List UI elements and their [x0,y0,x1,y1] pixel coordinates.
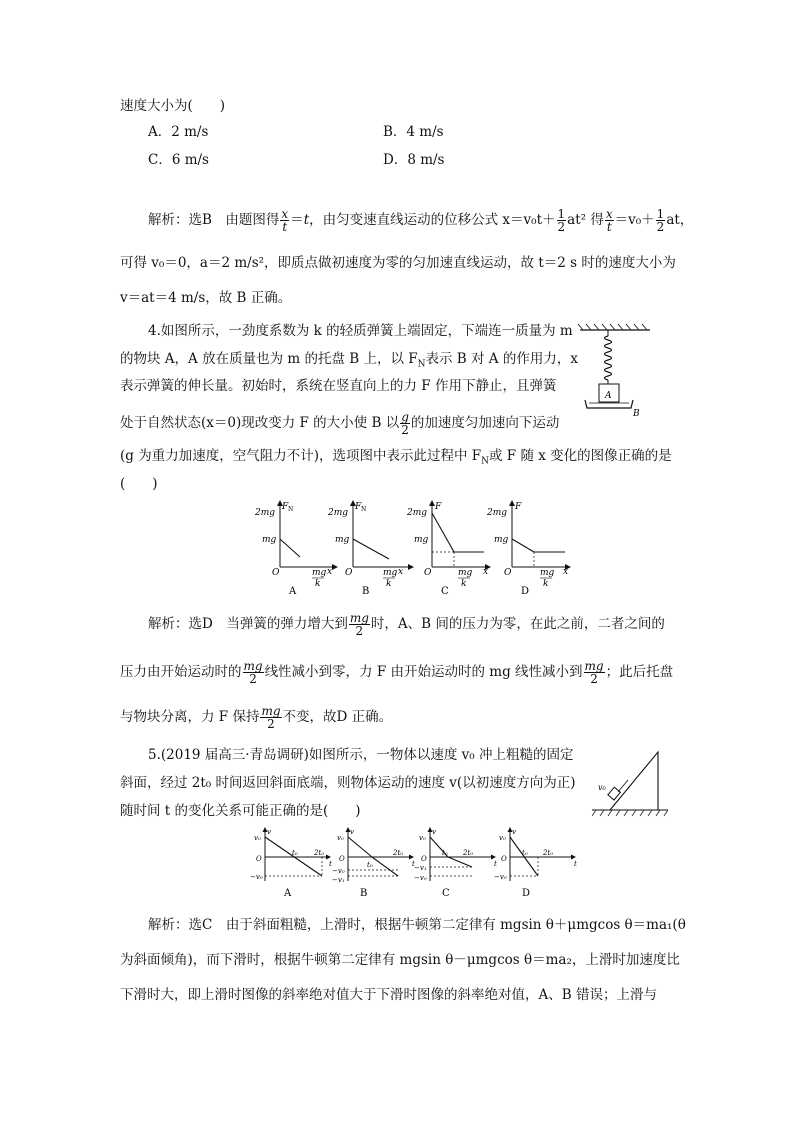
svg-text:−v₀: −v₀ [494,873,507,881]
svg-text:O: O [421,855,427,863]
svg-text:F: F [435,502,442,512]
svg-text:F: F [355,502,362,512]
q4-graph-c [406,501,490,597]
q3-sol-text: 解析：选B 由题图得 [148,212,280,228]
svg-text:−v₁: −v₁ [414,864,427,872]
svg-text:t: t [329,860,332,868]
q3-option-b: B．4 m/s [383,124,444,140]
svg-text:mg: mg [383,568,398,578]
svg-text:mg: mg [494,535,509,545]
svg-text:D: D [521,586,530,597]
svg-text:F: F [282,502,289,512]
svg-text:x: x [327,567,333,577]
svg-text:C: C [442,888,450,899]
x-over-t-fraction: $\frac{x}{t}$ [281,207,289,234]
q5-graph-a [250,828,332,899]
svg-text:v: v [350,828,354,836]
q5-line3: 随时间 t 的变化关系可能正确的是( ) [120,803,361,819]
svg-text:N: N [288,506,294,513]
half-fraction-2: $\frac{1}{2}$ [656,207,665,234]
q4-solution-line1: 解析：选D 当弹簧的弹力增大到 $\frac{mg}{2}$ 时，A、B 间的压力为零，在此之前，二者之间的 [148,611,665,638]
svg-text:O: O [345,568,353,578]
svg-text:mg: mg [312,568,327,578]
q3-solution-line1: 解析：选B 由题图得 $\frac{x}{t}$ ＝t，由匀变速直线运动的位移公式 x＝v₀t＋ $\frac{1}{2}$ at² 得 $\frac{x}{t}$ ＝v₀＋ $\frac{1}{2}$ at， [148,207,694,234]
svg-text:D: D [522,888,531,899]
q5-graph-d [494,828,577,899]
q4-graph-b [327,501,413,597]
x-over-t-fraction-2: $\frac{x}{t}$ [605,207,613,234]
q5-solution-line3: 下滑时大，即上滑时图像的斜率绝对值大于下滑时图像的斜率绝对值，A、B 错误；上滑与 [120,987,657,1003]
svg-text:F: F [515,502,522,512]
svg-text:k: k [543,579,549,589]
svg-text:A: A [284,888,292,899]
q3-solution-line3: v＝at＝4 m/s，故 B 正确。 [120,290,292,306]
q4-line2: 的物块 A，A 放在质量也为 m 的托盘 B 上，以 $F_N$表示 B 对 A 的作用力，x [120,351,578,370]
svg-text:x: x [563,567,569,577]
svg-text:t: t [412,860,415,868]
q4-solution-line3: 与物块分离，力 F 保持 $\frac{mg}{2}$ 不变，故D 正确。 [120,704,393,731]
svg-text:−v₀: −v₀ [332,867,345,875]
svg-text:v: v [512,828,516,836]
svg-text:2t₀: 2t₀ [543,849,554,857]
svg-text:−v₀: −v₀ [414,874,427,882]
svg-text:x: x [398,567,404,577]
spring-tray-figure [575,322,665,417]
svg-text:2t₀: 2t₀ [393,849,404,857]
svg-text:mg: mg [262,535,277,545]
svg-text:O: O [256,855,262,863]
svg-text:v₀: v₀ [337,834,344,842]
svg-text:2mg: 2mg [487,508,508,518]
q5-line1: 5.(2019 届高三·青岛调研)如图所示，一物体以速度 v₀ 冲上粗糙的固定 [148,747,574,763]
q3-option-a: A．2 m/s [148,124,209,140]
svg-text:O: O [504,568,512,578]
svg-text:k: k [461,579,467,589]
q4-line4: 处于自然状态(x＝0)现改变力 F 的大小使 B 以 $\frac{g}{2}$ 的加速度匀加速向下运动 [120,410,560,437]
svg-text:t₀: t₀ [292,849,298,857]
svg-text:−v₁: −v₁ [332,876,345,884]
q4-solution-line2: 压力由开始运动时的 $\frac{mg}{2}$ 线性减小到零，力 F 由开始运动时的 mg 线性减小到 $\frac{mg}{2}$ ；此后托盘 [120,659,674,686]
svg-text:O: O [424,568,432,578]
block-a-label: A [605,391,612,401]
svg-text:k: k [386,579,392,589]
svg-text:B: B [360,888,368,899]
q4-graph-a-line [280,539,300,557]
svg-text:v₀: v₀ [499,834,506,842]
svg-text:2mg: 2mg [407,508,428,518]
q3-solution-line2: 可得 v₀＝0，a＝2 m/s²，即质点做初速度为零的匀加速直线运动，故 t＝2 s 时的速度大小为 [120,255,676,271]
svg-text:t₀: t₀ [367,861,373,869]
g-over-2-fraction: $\frac{g}{2}$ [401,410,409,437]
svg-text:B: B [362,586,370,597]
q5-graph-c [414,828,497,899]
svg-text:v₀: v₀ [419,834,426,842]
q5-line2: 斜面，经过 2t₀ 时间返回斜面底端，则物体运动的速度 v(以初速度方向为正) [120,775,576,791]
svg-text:t: t [574,860,577,868]
svg-text:O: O [339,855,345,863]
q3-sol-text-b: 由匀变速直线运动的位移公式 x＝v₀t＋ [322,212,556,228]
svg-text:v: v [267,828,271,836]
incline-figure [590,742,670,822]
q4-option-graphs [255,497,575,597]
q4-line6: ( ) [120,476,158,492]
svg-text:C: C [441,586,449,597]
q5-option-graphs [250,826,580,901]
svg-text:t: t [494,860,497,868]
svg-text:v₀: v₀ [254,834,261,842]
tray-b-label: B [633,409,640,417]
svg-text:N: N [361,506,367,513]
v0-label: v₀ [598,783,606,792]
svg-text:2t₀: 2t₀ [314,849,325,857]
svg-text:t₀: t₀ [442,849,448,857]
q3-option-c: C．6 m/s [148,152,209,168]
svg-text:A: A [289,586,297,597]
half-fraction: $\frac{1}{2}$ [557,207,566,234]
q4-graph-b-line [353,539,389,559]
svg-text:mg: mg [540,568,555,578]
svg-text:O: O [501,855,507,863]
q4-graph-a [255,501,337,597]
q4-line3: 表示弹簧的伸长量。初始时，系统在竖直向上的力 F 作用下静止，且弹簧 [120,378,557,394]
svg-text:O: O [272,568,280,578]
q5-solution-line2: 为斜面倾角)，而下滑时，根据牛顿第二定律有 mgsin θ－μmgcos θ＝ma₂，上滑时加速度比 [120,952,680,968]
svg-text:x: x [483,567,489,577]
svg-text:t₀: t₀ [522,849,528,857]
svg-text:2mg: 2mg [328,508,349,518]
q4-graph-d [486,501,570,597]
svg-text:mg: mg [414,535,429,545]
svg-text:2mg: 2mg [255,508,276,518]
svg-text:k: k [315,579,321,589]
svg-text:mg: mg [458,568,473,578]
svg-text:mg: mg [335,535,350,545]
svg-text:−v₀: −v₀ [250,873,263,881]
q5-solution-line1: 解析：选C 由于斜面粗糙，上滑时，根据牛顿第二定律有 mgsin θ＋μmgcos θ＝ma₁(θ [148,917,686,933]
svg-text:2t₀: 2t₀ [463,849,474,857]
svg-text:v: v [432,828,436,836]
q3-option-d: D．8 m/s [383,152,445,168]
q4-line5: (g 为重力加速度，空气阻力不计)，选项图中表示此过程中 $F_N$或 F 随 x 变化的图像正确的是 [120,448,672,467]
q4-line1: 4.如图所示，一劲度系数为 k 的轻质弹簧上端固定，下端连一质量为 m [148,323,573,339]
q3-stem-tail: 速度大小为( ) [120,98,226,114]
q5-graph-b [332,828,415,899]
